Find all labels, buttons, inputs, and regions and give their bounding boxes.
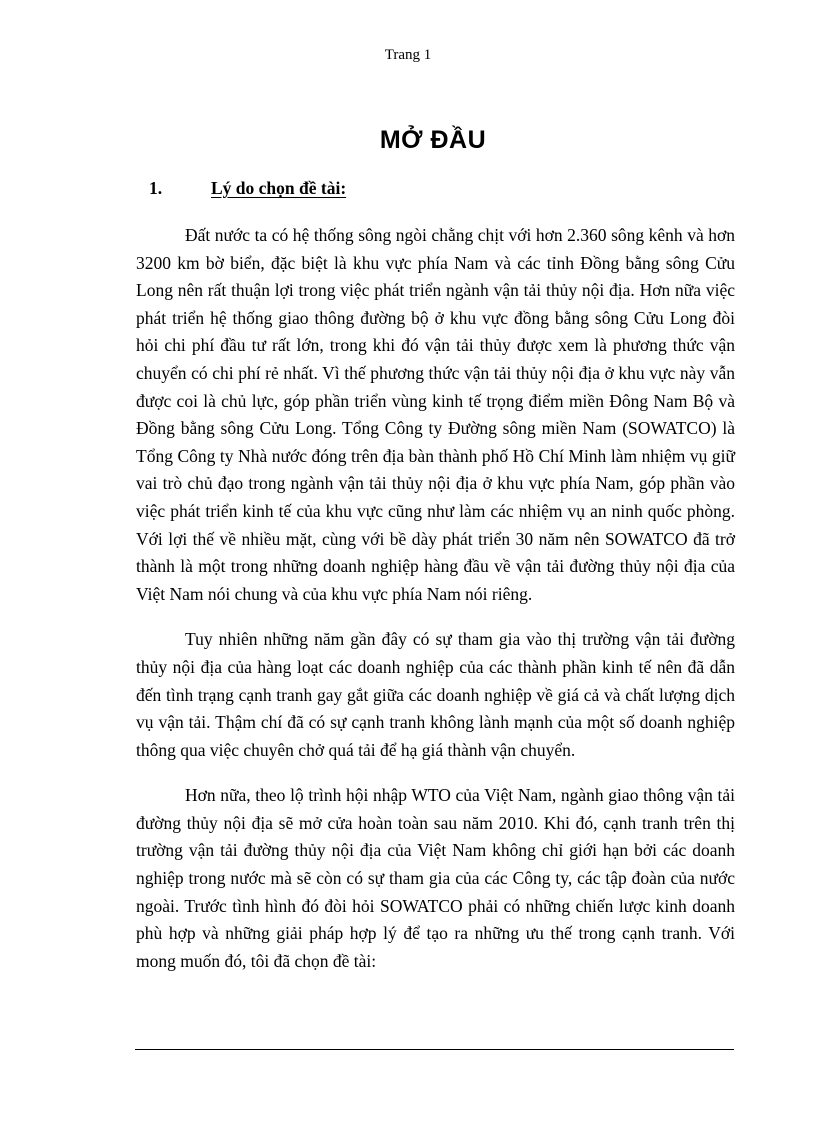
- footer-divider: [135, 1049, 734, 1050]
- paragraph-2: Tuy nhiên những năm gần đây có sự tham gia vào thị trường vận tải đường thủy nội địa của hàng loạt các doanh nghiệp của các thành phần kinh tế nên đã dẫn đến tình trạng cạnh tranh gay gắt giữa các doanh nghiệp về giá cả và chất lượng dịch vụ vận tải. Thậm chí đã có sự cạnh tranh không lành mạnh của một số doanh nghiệp thông qua việc chuyên chở quá tải để hạ giá thành vận chuyển.: [136, 629, 735, 760]
- page-number-header: Trang 1: [384, 47, 432, 63]
- paragraph-1: Đất nước ta có hệ thống sông ngòi chằng chịt với hơn 2.360 sông kênh và hơn 3200 km bờ biển, đặc biệt là khu vực phía Nam và các tỉnh Đồng bằng sông Cửu Long nên rất thuận lợi trong việc phát triển ngành vận tải thủy nội địa. Hơn nữa việc phát triển hệ thống giao thông đường bộ ở khu vực đồng bằng sông Cửu Long đòi hỏi chi phí đầu tư rất lớn, trong khi đó vận tải thủy được xem là phương thức vận chuyển có chi phí rẻ nhất. Vì thế phương thức vận tải thủy nội địa ở khu vực này vẫn được coi là chủ lực, góp phần triển vùng kinh tế trọng điểm miền Đông Nam Bộ và Đồng bằng sông Cửu Long. Tổng Công ty Đường sông miền Nam (SOWATCO) là Tổng Công ty Nhà nước đóng trên địa bàn thành phố Hồ Chí Minh làm nhiệm vụ giữ vai trò chủ đạo trong ngành vận tải thủy nội địa ở khu vực phía Nam, góp phần vào việc phát triển kinh tế của khu vực cũng như làm các nhiệm vụ an ninh quốc phòng. Với lợi thế về nhiều mặt, cùng với bề dày phát triển 30 năm nên SOWATCO đã trở thành là một trong những doanh nghiệp hàng đầu về vận tải đường thủy nội địa của Việt Nam nói chung và của khu vực phía Nam nói riêng.: [136, 225, 735, 604]
- body-text: [136, 222, 735, 993]
- document-title: MỞ ĐẦU: [379, 126, 487, 154]
- section-heading: [149, 178, 346, 199]
- paragraph-3: Hơn nữa, theo lộ trình hội nhập WTO của Việt Nam, ngành giao thông vận tải đường thủy nội địa sẽ mở cửa hoàn toàn sau năm 2010. Khi đó, cạnh tranh trên thị trường vận tải đường thủy nội địa của Việt Nam không chỉ giới hạn bởi các doanh nghiệp trong nước mà sẽ còn có sự tham gia của các Công ty, các tập đoàn của nước ngoài. Trước tình hình đó đòi hỏi SOWATCO phải có những chiến lược kinh doanh phù hợp và những giải pháp hợp lý để tạo ra những ưu thế trong cạnh tranh. Với mong muốn đó, tôi đã chọn đề tài:: [136, 785, 735, 971]
- section-title: Lý do chọn đề tài:: [211, 178, 347, 198]
- section-number: 1.: [149, 178, 163, 198]
